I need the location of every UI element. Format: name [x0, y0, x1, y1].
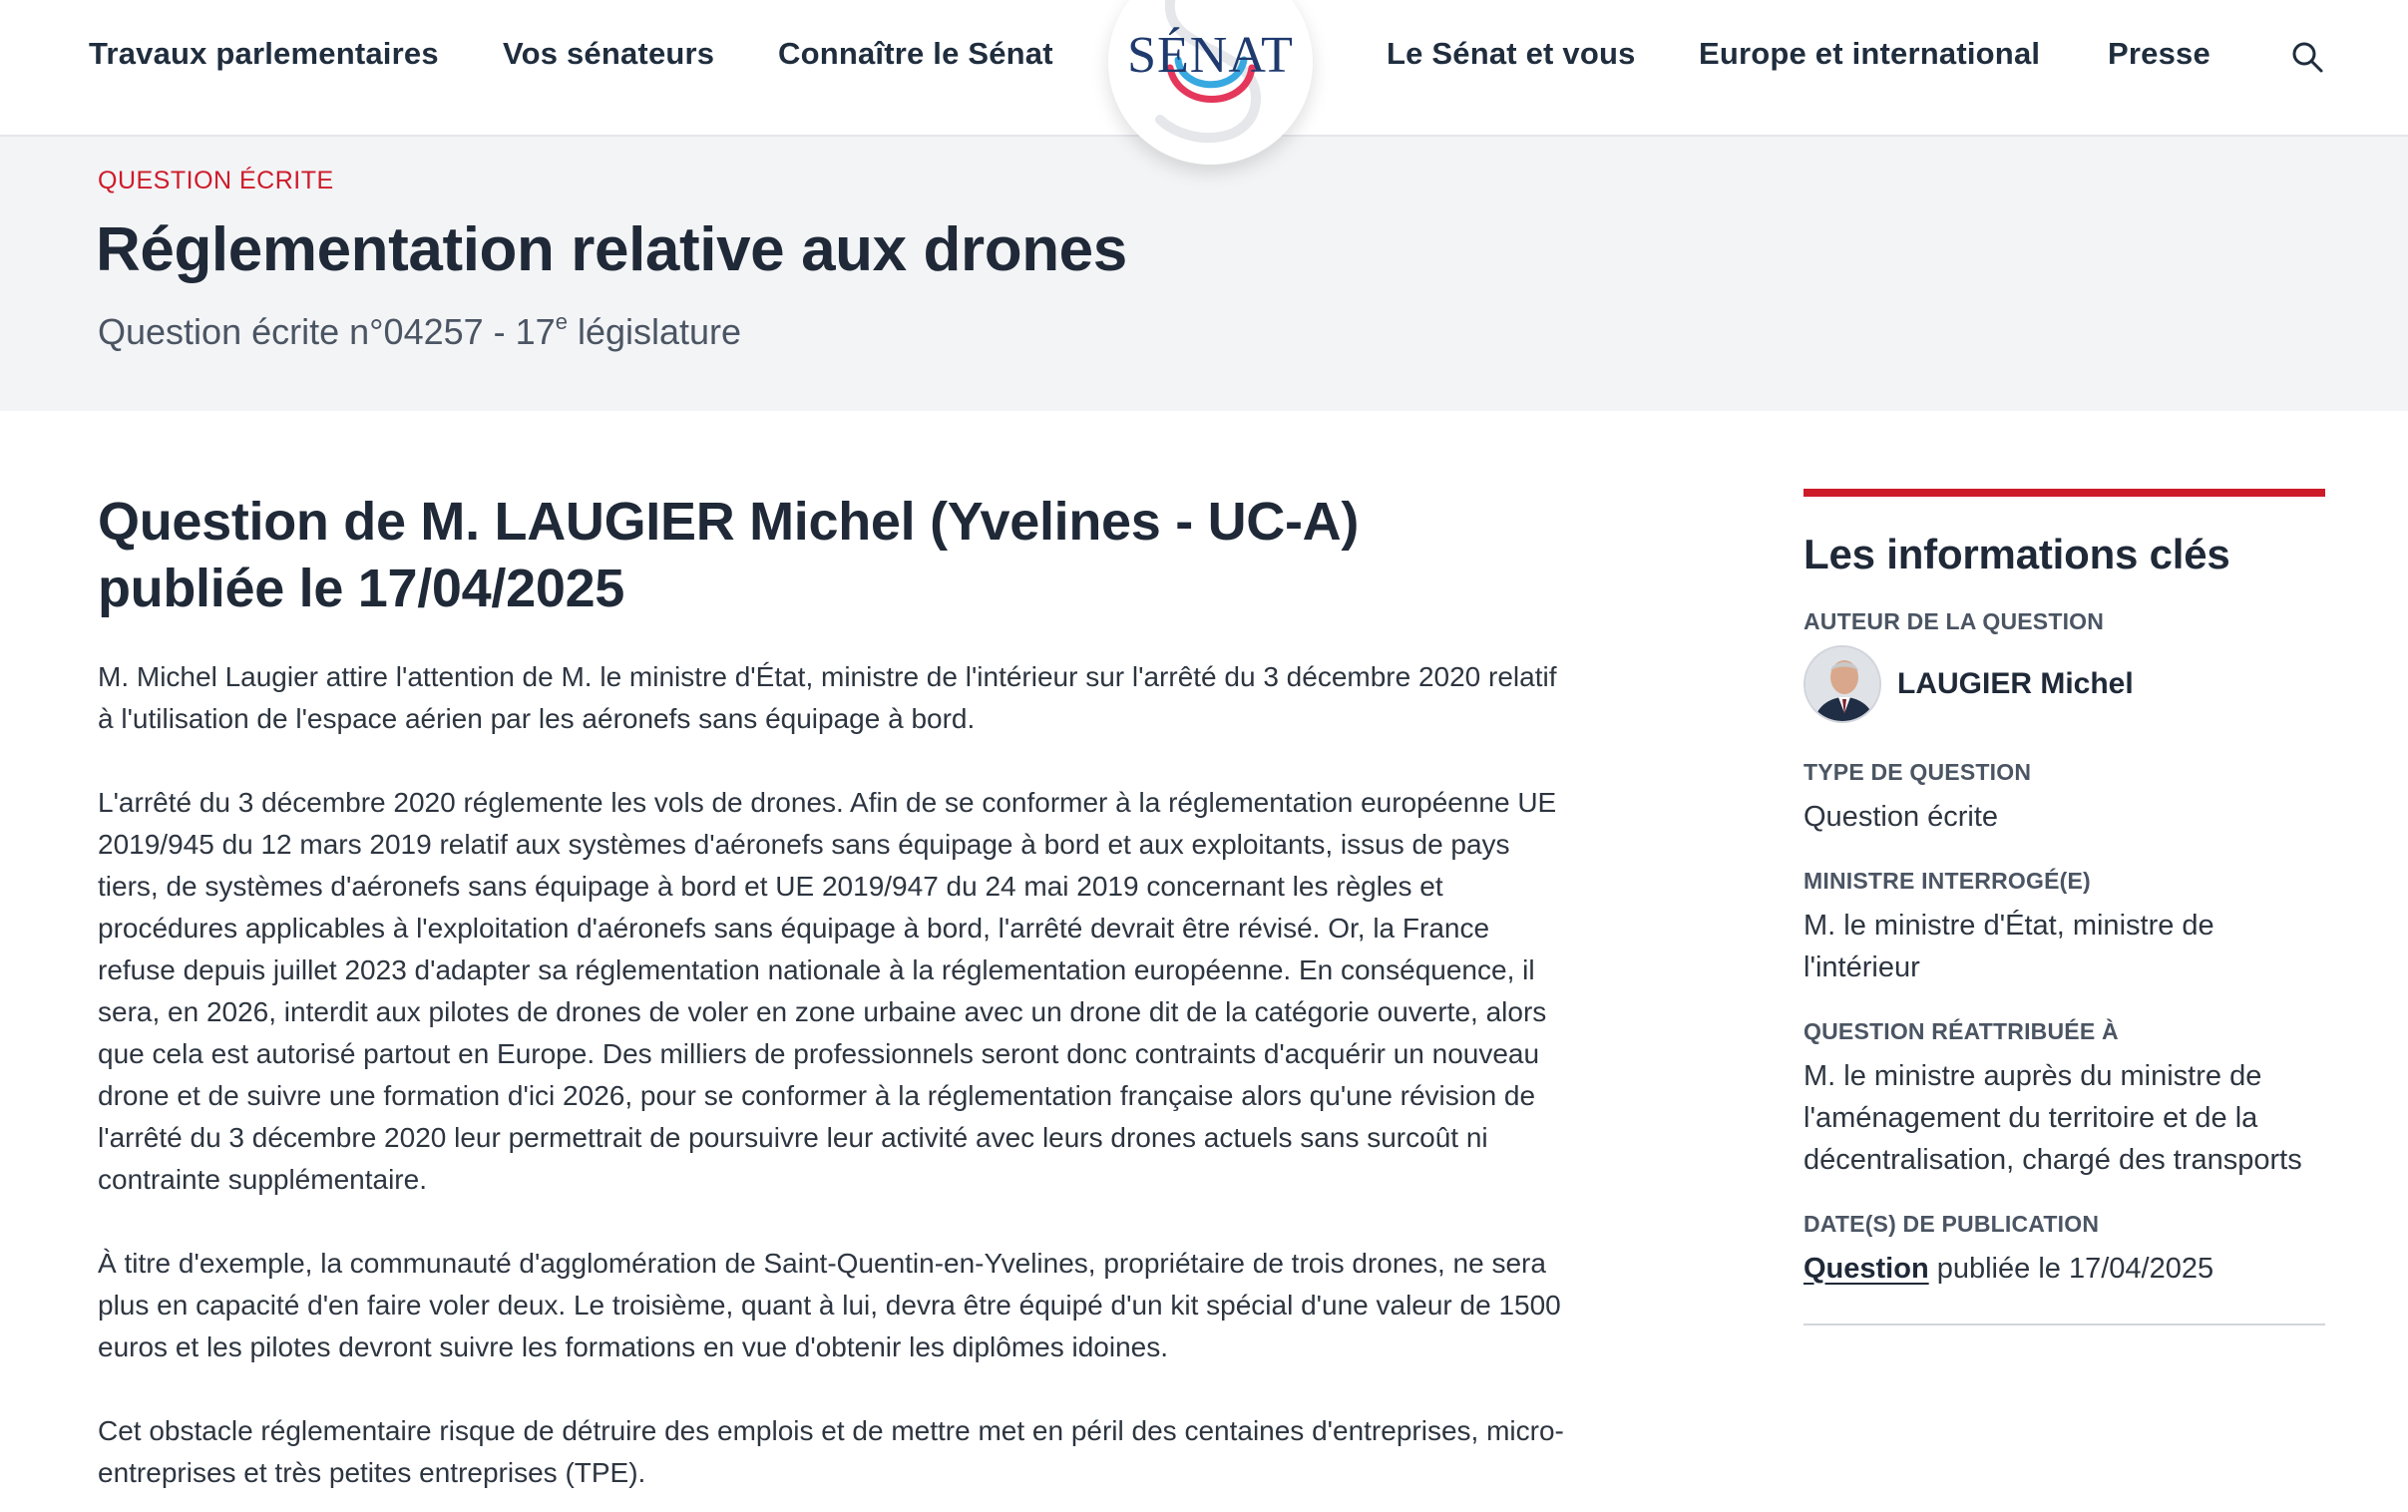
- nav-travaux-parlementaires[interactable]: Travaux parlementaires: [89, 36, 439, 71]
- senat-logo-text: SÉNAT: [1127, 27, 1294, 84]
- question-heading-author: Question de M. LAUGIER Michel (Yvelines - UC-A): [98, 492, 1360, 552]
- minister-label: MINISTRE INTERROGÉ(E): [1804, 868, 2091, 894]
- question-type-block: [1804, 759, 2325, 838]
- question-paragraph: L'arrêté du 3 décembre 2020 réglemente les vols de drones. Afin de se conformer à la réglementation européenne UE 2019/945 du 12 mars 2019 relatif aux systèmes d'aéronefs sans équipage à bord et aux exploitants, issus de pays tiers, de systèmes d'aéronefs sans équipage à bord et UE 2019/947 du 24 mai 2019 concernant les règles et procédures applicables à l'exploitation d'aéronefs sans équipage à bord, l'arrêté devrait être révisé. Or, la France refuse depuis juillet 2023 d'adapter sa réglementation nationale à la réglementation européenne. En conséquence, il sera, en 2026, interdit aux pilotes de drones de voler en zone urbaine avec un drone dit de la catégorie ouverte, alors que cela est autorisé partout en Europe. Des milliers de professionnels seront donc contraints d'acquérir un nouveau drone et de suivre une formation d'ici 2026, pour se conformer à la réglementation française alors qu'une révision de l'arrêté du 3 décembre 2020 leur permettrait de poursuivre leur activité avec leurs drones actuels sans surcoût ni contrainte supplémentaire.: [98, 787, 1557, 1195]
- publication-dates-label: DATE(S) DE PUBLICATION: [1804, 1211, 2100, 1237]
- nav-vos-senateurs[interactable]: Vos sénateurs: [503, 36, 715, 71]
- question-paragraph: M. Michel Laugier attire l'attention de M. le ministre d'État, ministre de l'intérieur sur l'arrêté du 3 décembre 2020 relatif à l'utilisation de l'espace aérien par les aéronefs sans équipage à bord.: [98, 661, 1557, 734]
- content-type-label: QUESTION ÉCRITE: [98, 167, 334, 194]
- question-content: [98, 489, 1574, 1512]
- subtitle-superscript: e: [555, 309, 568, 334]
- nav-le-senat-et-vous[interactable]: Le Sénat et vous: [1387, 36, 1636, 71]
- subtitle-number: Question écrite n°04257 - 17: [98, 311, 556, 352]
- nav-connaitre-le-senat[interactable]: Connaître le Sénat: [778, 36, 1053, 71]
- reassigned-value: M. le ministre auprès du ministre de l'aménagement du territoire et de la décentralisation, chargé des transports: [1804, 1060, 2302, 1176]
- page-title: Réglementation relative aux drones: [96, 215, 1127, 284]
- author-link[interactable]: [1804, 645, 2325, 723]
- publication-dates-block: [1804, 1211, 2325, 1290]
- reassigned-label: QUESTION RÉATTRIBUÉE À: [1804, 1018, 2119, 1044]
- question-paragraph: À titre d'exemple, la communauté d'agglomération de Saint-Quentin-en-Yvelines, propriétaire de trois drones, ne sera plus en capacité d'en faire voler deux. Le troisième, quant à lui, devra être équipé d'un kit spécial d'une valeur de 1500 euros et les pilotes devront suivre les formations en vue d'obtenir les diplômes idoines.: [98, 1248, 1561, 1362]
- author-name: LAUGIER Michel: [1897, 667, 2134, 700]
- minister-block: [1804, 868, 2325, 988]
- sidebar-title: Les informations clés: [1804, 531, 2230, 577]
- senat-logo[interactable]: [1108, 0, 1313, 165]
- author-label: AUTEUR DE LA QUESTION: [1804, 608, 2105, 634]
- nav-europe-et-international[interactable]: Europe et international: [1699, 36, 2041, 71]
- avatar: [1804, 645, 1881, 723]
- nav-presse[interactable]: Presse: [2108, 36, 2210, 71]
- question-type-label: TYPE DE QUESTION: [1804, 759, 2032, 785]
- subtitle-legislature: législature: [567, 311, 742, 352]
- publication-dates-value: [1804, 1248, 2325, 1290]
- question-heading-date: publiée le 17/04/2025: [98, 559, 625, 618]
- minister-value: M. le ministre d'État, ministre de l'intérieur: [1804, 910, 2214, 983]
- publication-date-text: publiée le 17/04/2025: [1928, 1253, 2214, 1285]
- top-navigation: [0, 0, 2408, 137]
- question-type-value: Question écrite: [1804, 801, 1999, 833]
- page-subtitle: [98, 311, 741, 353]
- page-header: [0, 137, 2408, 411]
- question-paragraph: Cet obstacle réglementaire risque de détruire des emplois et de mettre met en péril des centaines d'entreprises, micro-entreprises et très petites entreprises (TPE).: [98, 1415, 1564, 1488]
- question-publication-link[interactable]: Question: [1804, 1253, 1929, 1285]
- question-heading: [98, 489, 1574, 622]
- key-information-panel: [1804, 489, 2325, 1325]
- sidebar-divider: [1804, 1323, 2325, 1325]
- reassigned-block: [1804, 1018, 2325, 1181]
- search-icon[interactable]: [2290, 40, 2324, 74]
